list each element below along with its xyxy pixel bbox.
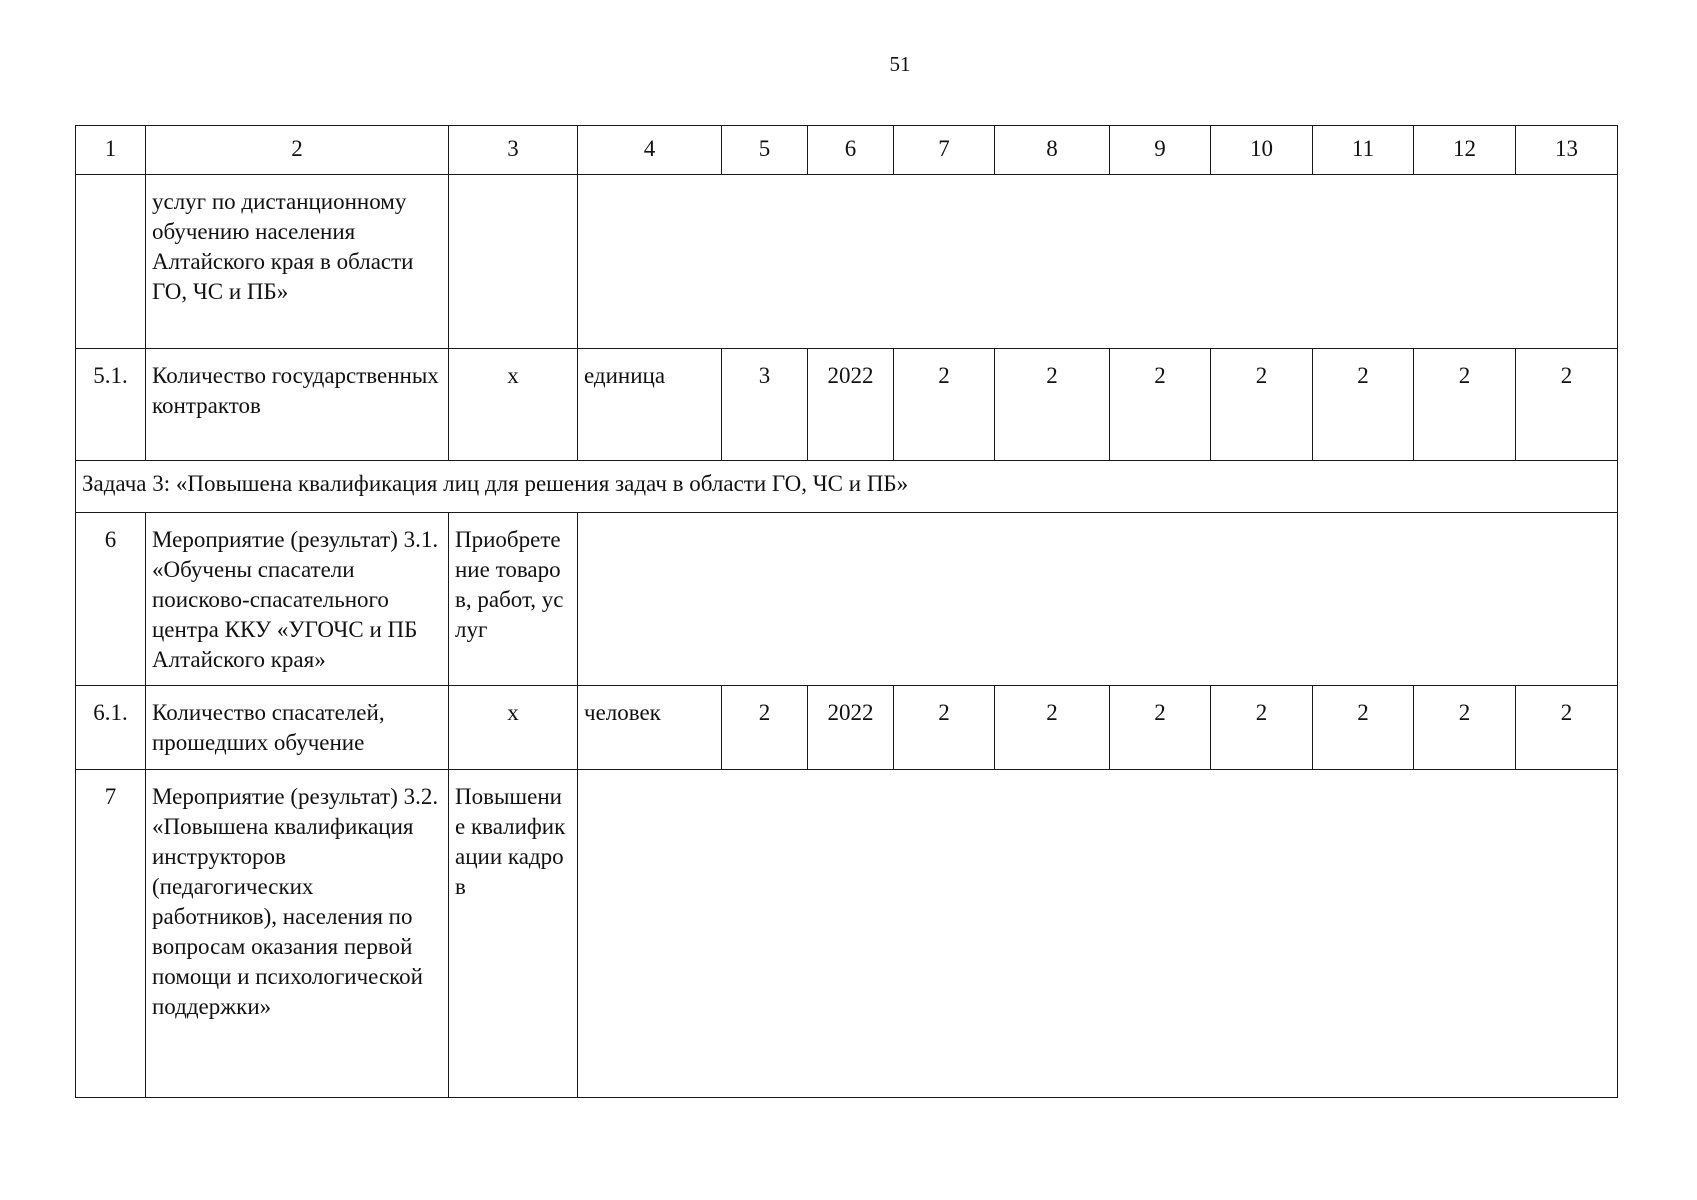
header-cell: 11 [1313, 126, 1414, 175]
row-number [76, 175, 146, 349]
value-cell: 2 [1516, 349, 1618, 461]
value-cell: 2 [1211, 686, 1313, 770]
value-cell: 2 [894, 686, 995, 770]
table-row [76, 349, 1618, 461]
header-cell: 5 [722, 126, 808, 175]
row-number: 7 [76, 770, 146, 1098]
event-description: Мероприятие (результат) 3.2. «Повышена квалификация инструкторов (педагогических работников), населения по вопросам оказания первой помощи и психологической поддержки» [146, 770, 449, 1098]
header-cell: 10 [1211, 126, 1313, 175]
header-cell: 12 [1414, 126, 1516, 175]
task-row [76, 461, 1618, 513]
merged-empty-cell [578, 770, 1618, 1098]
merged-empty-cell [578, 175, 1618, 349]
value-cell: 2 [1110, 349, 1211, 461]
header-cell: 9 [1110, 126, 1211, 175]
value-cell: 2 [722, 686, 808, 770]
year-cell: 2022 [808, 686, 894, 770]
row-number: 5.1. [76, 349, 146, 461]
page-number: 51 [889, 52, 911, 76]
merged-empty-cell [578, 513, 1618, 686]
event-description: услуг по дистанционному обучению населения Алтайского края в области ГО, ЧС и ПБ» [146, 175, 449, 349]
value-cell: 2 [894, 349, 995, 461]
year-cell: 2022 [808, 349, 894, 461]
header-cell: 7 [894, 126, 995, 175]
unit: человек [578, 686, 722, 770]
header-row [76, 126, 1618, 175]
value-cell: 2 [1110, 686, 1211, 770]
header-cell: 3 [449, 126, 578, 175]
value-cell: 2 [1313, 349, 1414, 461]
header-cell: 8 [995, 126, 1110, 175]
value-cell: 2 [1414, 686, 1516, 770]
event-type: Приобретение товаров, работ, услуг [449, 513, 578, 686]
unit: единица [578, 349, 722, 461]
table-row [76, 175, 1618, 349]
indicators-table [75, 125, 1618, 1098]
value-cell: 2 [1516, 686, 1618, 770]
value-cell: 2 [995, 686, 1110, 770]
table-row [76, 686, 1618, 770]
event-type [449, 175, 578, 349]
event-description: Мероприятие (результат) 3.1. «Обучены спасатели поисково-спасательного центра ККУ «УГОЧС и ПБ Алтайского края» [146, 513, 449, 686]
table-row [76, 770, 1618, 1098]
header-cell: 2 [146, 126, 449, 175]
value-cell: 2 [1211, 349, 1313, 461]
indicator-name: Количество спасателей, прошедших обучение [146, 686, 449, 770]
indicator-name: Количество государственных контрактов [146, 349, 449, 461]
value-cell: 2 [1414, 349, 1516, 461]
row-number: 6 [76, 513, 146, 686]
header-cell: 1 [76, 126, 146, 175]
event-type: х [449, 349, 578, 461]
header-cell: 6 [808, 126, 894, 175]
task-heading: Задача 3: «Повышена квалификация лиц для решения задач в области ГО, ЧС и ПБ» [76, 461, 1618, 513]
event-type: х [449, 686, 578, 770]
value-cell: 2 [995, 349, 1110, 461]
value-cell: 2 [1313, 686, 1414, 770]
header-cell: 4 [578, 126, 722, 175]
event-type: Повышение квалификации кадров [449, 770, 578, 1098]
table-row [76, 513, 1618, 686]
value-cell: 3 [722, 349, 808, 461]
header-cell: 13 [1516, 126, 1618, 175]
row-number: 6.1. [76, 686, 146, 770]
